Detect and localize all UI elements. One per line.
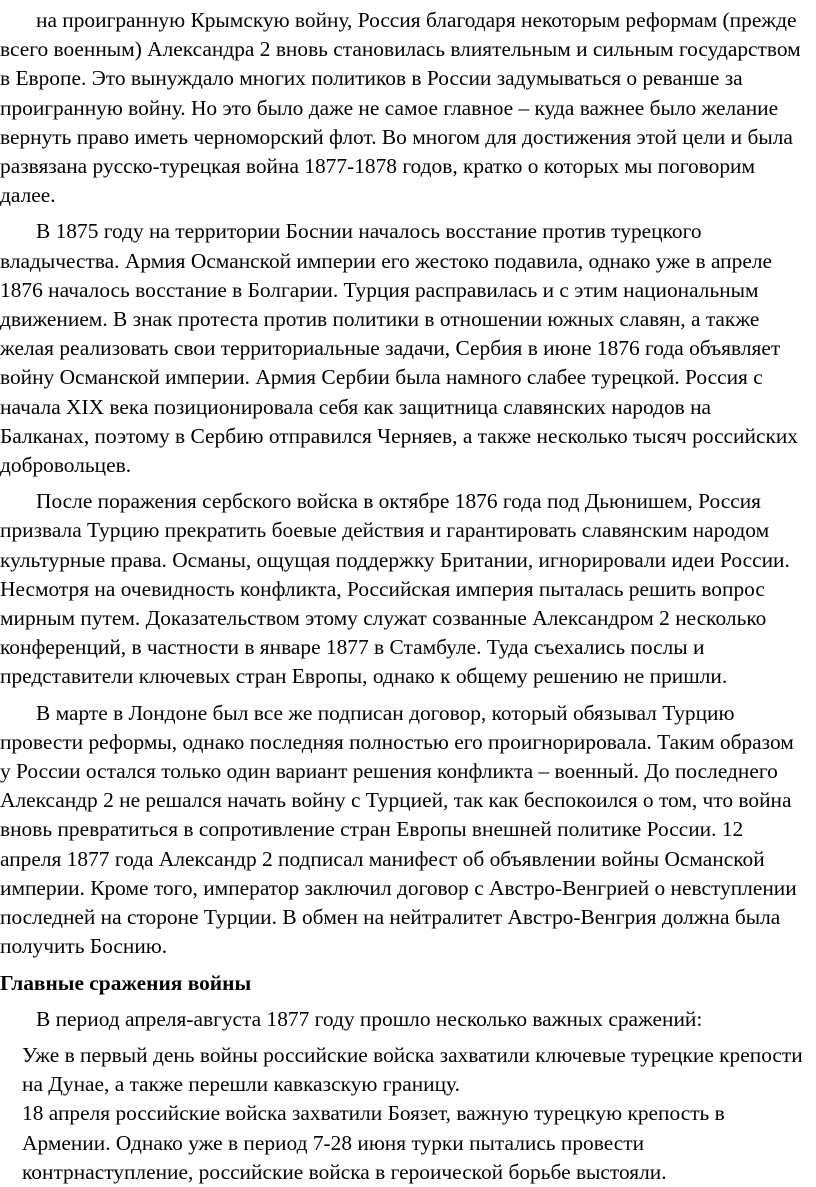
- section-heading: Главные сражения войны: [0, 970, 252, 995]
- section-intro: В период апреля-августа 1877 году прошло несколько важных сражений:: [36, 1006, 703, 1031]
- paragraph-1: на проигранную Крымскую войну, Россия благодаря некоторым реформам (прежде всего военным) Александра 2 вновь становилась влиятельным и сильным государством в Европе. Это вынуждало многих политиков в России задумываться о реванше за проигранную войну. Но это было даже не самое главное – куда важнее было желание вернуть право иметь черноморский флот. Во многом для достижения этой цели и была развязана русско-турецкая война 1877-1878 годов, кратко о которых мы поговорим далее.: [0, 8, 801, 208]
- list-item: 18 апреля российские войска захватили Боязет, важную турецкую крепость в Армении. Однако уже в период 7-28 июня турки пытались провести контрнаступление, российские войска в героической борьбе выстояли.: [22, 1101, 725, 1184]
- paragraph-2: В 1875 году на территории Боснии началось восстание против турецкого владычества. Армия Османской империи его жестоко подавила, однако уже в апреле 1876 началось восстание в Болгарии. Турция расправилась и с этим национальным движением. В знак протеста против политики в отношении южных славян, а также желая реализовать свои территориальные задачи, Сербия в июне 1876 года объявляет войну Османской империи. Армия Сербии была намного слабее турецкой. Россия с начала XIX века позиционировала себя как защитница славянских народов на Балканах, поэтому в Сербию отправился Черняев, а также несколько тысяч российских добровольцев.: [0, 219, 798, 478]
- battles-list: [0, 1041, 804, 1187]
- paragraph-4: В марте в Лондоне был все же подписан договор, который обязывал Турцию провести реформы, однако последняя полностью его проигнорировала. Таким образом у России остался только один вариант решения конфликта – военный. До последнего Александр 2 не решался начать войну с Турцией, так как беспокоился о том, что война вновь превратиться в сопротивление стран Европы внешней политике России. 12 апреля 1877 года Александр 2 подписал манифест об объявлении войны Османской империи. Кроме того, император заключил договор с Австро-Венгрией о невступлении последней на стороне Турции. В обмен на нейтралитет Австро-Венгрия должна была получить Боснию.: [0, 700, 797, 959]
- list-item: Уже в первый день войны российские войска захватили ключевые турецкие крепости на Дунае, а также перешли кавказскую границу.: [22, 1042, 803, 1097]
- paragraph-3: После поражения сербского войска в октябре 1876 года под Дьюнишем, Россия призвала Турцию прекратить боевые действия и гарантировать славянским народом культурные права. Османы, ощущая поддержку Британии, игнорировали идеи России. Несмотря на очевидность конфликта, Российская империя пыталась решить вопрос мирным путем. Доказательством этому служат созванные Александром 2 несколько конференций, в частности в январе 1877 в Стамбуле. Туда съехались послы и представители ключевых стран Европы, однако к общему решению не пришли.: [0, 489, 790, 689]
